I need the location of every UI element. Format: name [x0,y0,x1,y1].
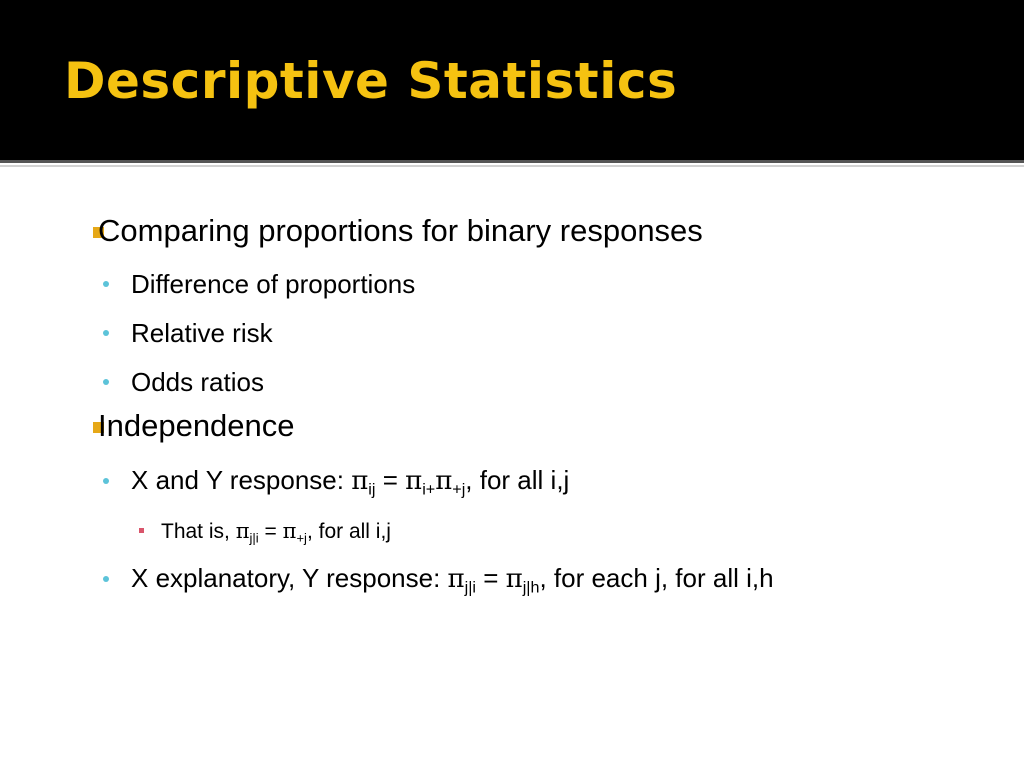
bullet-independence: Independence [98,408,295,443]
subscript: j|h [522,578,540,597]
small-square-bullet-icon [139,528,144,533]
dot-bullet-icon [103,379,109,385]
dot-bullet-icon [103,576,109,582]
pi-symbol: π [351,466,369,496]
subscript: +j [452,480,466,499]
subscript: ij [368,480,376,499]
bullet-x-explanatory-formula [131,563,774,597]
subscript: i+ [422,480,436,499]
pi-symbol: π [435,466,453,496]
formula-tail: , for each j, for all i,h [539,563,774,593]
subscript: +j [296,530,307,546]
formula-lead: X explanatory, Y response: [131,563,448,593]
slide-title: Descriptive Statistics [64,52,678,110]
dot-bullet-icon [103,281,109,287]
bullet-that-is-formula [161,519,391,546]
pi-symbol: π [282,519,297,543]
formula-lead: That is, [161,520,236,543]
bullet-relative-risk: Relative risk [131,318,273,348]
equals-sign: = [475,563,506,593]
pi-symbol: π [447,564,465,594]
formula-tail: , for all i,j [465,465,570,495]
equals-sign: = [258,520,283,543]
bullet-comparing-proportions: Comparing proportions for binary responses [98,213,703,248]
formula-lead: X and Y response: [131,465,352,495]
title-bar [0,0,1024,160]
subscript: j|i [464,578,476,597]
dot-bullet-icon [103,330,109,336]
dot-bullet-icon [103,478,109,484]
bullet-odds-ratios: Odds ratios [131,367,264,397]
formula-tail: , for all i,j [306,520,391,543]
bullet-xy-response-formula [131,465,570,499]
pi-symbol: π [505,564,523,594]
equals-sign: = [375,465,406,495]
bullet-difference-of-proportions: Difference of proportions [131,269,416,299]
pi-symbol: π [235,519,250,543]
pi-symbol: π [405,466,423,496]
subscript: j|i [249,530,259,546]
title-divider [0,160,1024,163]
title-divider-light [0,165,1024,167]
